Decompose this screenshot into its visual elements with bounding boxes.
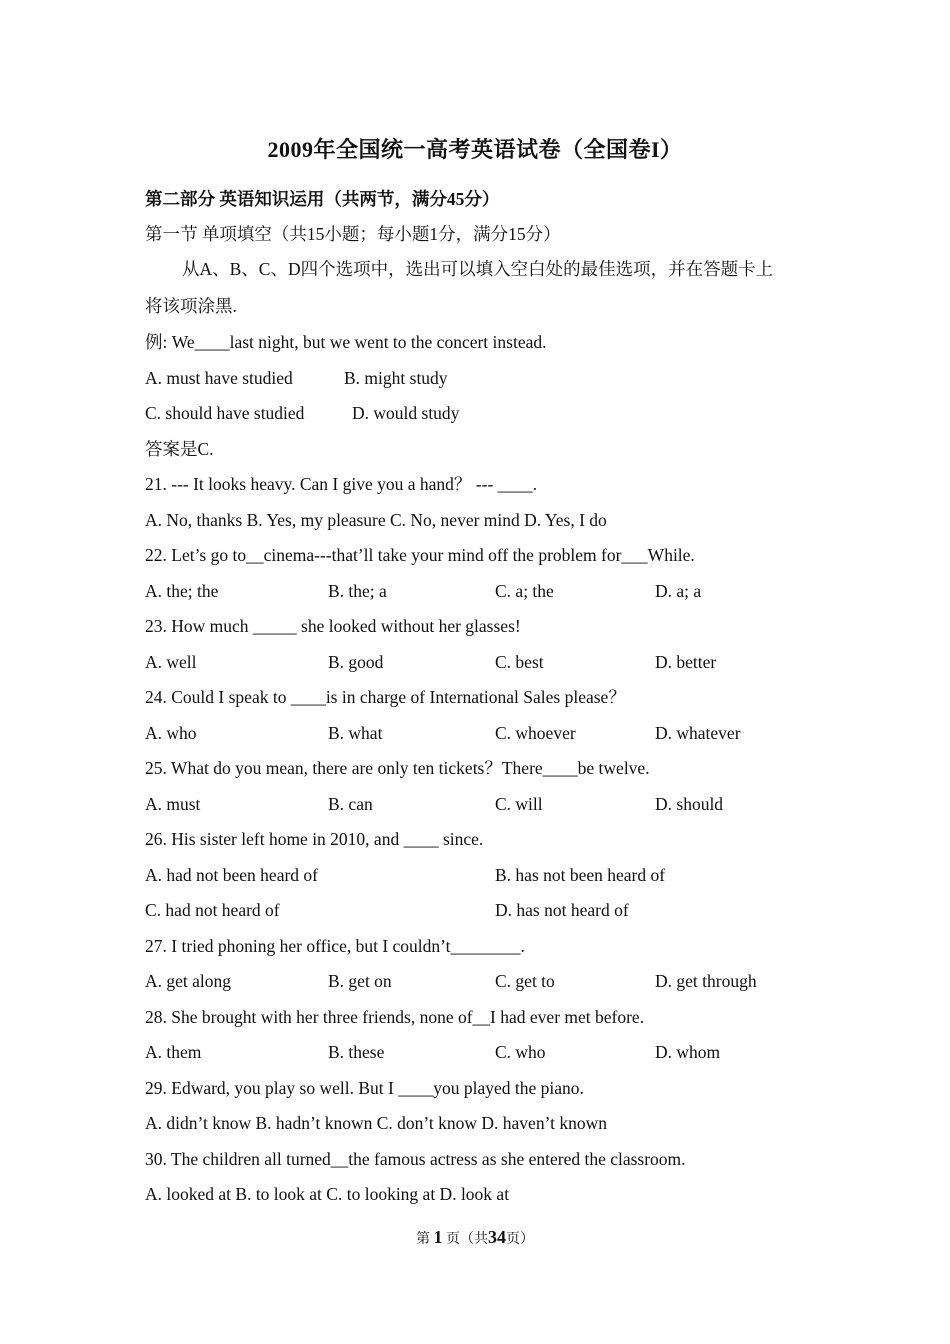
question-options: A. looked at B. to look at C. to looking at D. look at — [145, 1184, 510, 1204]
question-options: A. didn’t know B. hadn’t known C. don’t know D. haven’t known — [145, 1113, 607, 1133]
question-stem: 25. What do you mean, there are only ten tickets？There____be twelve. — [145, 758, 650, 778]
part-heading: 第二部分 英语知识运用（共两节，满分45分） — [145, 189, 500, 209]
option-d: D. better — [655, 652, 717, 672]
question-stem: 21. --- It looks heavy. Can I give you a hand？ --- ____. — [145, 474, 538, 494]
page-footer — [0, 1227, 950, 1248]
example-option-c: C. should have studied — [145, 403, 305, 423]
option-c: C. will — [495, 794, 543, 814]
section-heading: 第一节 单项填空（共15小题；每小题1分，满分15分） — [145, 224, 561, 244]
option-b: B. get on — [328, 971, 392, 991]
page-number: 1 — [433, 1227, 443, 1247]
example-option-a: A. must have studied — [145, 368, 293, 388]
question-stem: 26. His sister left home in 2010, and ____ since. — [145, 829, 484, 849]
example-option-b: B. might study — [344, 368, 448, 388]
option-d: D. whom — [655, 1042, 721, 1062]
example-answer: 答案是C. — [145, 439, 214, 459]
option-c: C. who — [495, 1042, 546, 1062]
question-stem: 27. I tried phoning her office, but I couldn’t________. — [145, 936, 525, 956]
question-stem: 22. Let’s go to__cinema---that’ll take your mind off the problem for___While. — [145, 545, 695, 565]
option-b: B. what — [328, 723, 383, 743]
question-stem: 23. How much _____ she looked without her glasses! — [145, 616, 521, 636]
option-b: B. can — [328, 794, 373, 814]
question-stem: 30. The children all turned__the famous actress as she entered the classroom. — [145, 1149, 686, 1169]
question-options: A. No, thanks B. Yes, my pleasure C. No, never mind D. Yes, I do — [145, 510, 607, 530]
option-b: B. has not been heard of — [495, 865, 666, 885]
option-d: D. a; a — [655, 581, 702, 601]
footer-suffix: 页） — [506, 1232, 534, 1247]
instruction-line-1: 从A、B、C、D四个选项中，选出可以填入空白处的最佳选项，并在答题卡上 — [182, 259, 774, 279]
option-c: C. get to — [495, 971, 555, 991]
page-title: 2009年全国统一高考英语试卷（全国卷I） — [267, 137, 683, 162]
footer-prefix: 第 — [416, 1232, 430, 1247]
option-a: A. the; the — [145, 581, 219, 601]
option-c: C. a; the — [495, 581, 554, 601]
question-stem: 28. She brought with her three friends, none of__I had ever met before. — [145, 1007, 645, 1027]
option-a: A. get along — [145, 971, 232, 991]
option-b: B. good — [328, 652, 384, 672]
option-a: A. well — [145, 652, 197, 672]
option-d: D. get through — [655, 971, 757, 991]
option-a: A. who — [145, 723, 197, 743]
option-c: C. had not heard of — [145, 900, 280, 920]
example-option-d: D. would study — [352, 403, 460, 423]
option-c: C. whoever — [495, 723, 576, 743]
footer-middle: 页（共 — [446, 1232, 488, 1247]
total-pages: 34 — [488, 1227, 506, 1247]
instruction-line-2: 将该项涂黑. — [145, 296, 237, 316]
option-d: D. has not heard of — [495, 900, 629, 920]
option-d: D. whatever — [655, 723, 741, 743]
question-stem: 24. Could I speak to ____is in charge of International Sales please？ — [145, 687, 626, 707]
option-a: A. must — [145, 794, 201, 814]
option-a: A. them — [145, 1042, 202, 1062]
example-stem: 例: We____last night, but we went to the concert instead. — [145, 332, 547, 352]
option-d: D. should — [655, 794, 724, 814]
question-stem: 29. Edward, you play so well. But I ____you played the piano. — [145, 1078, 584, 1098]
option-a: A. had not been heard of — [145, 865, 318, 885]
option-b: B. the; a — [328, 581, 387, 601]
option-b: B. these — [328, 1042, 385, 1062]
option-c: C. best — [495, 652, 544, 672]
